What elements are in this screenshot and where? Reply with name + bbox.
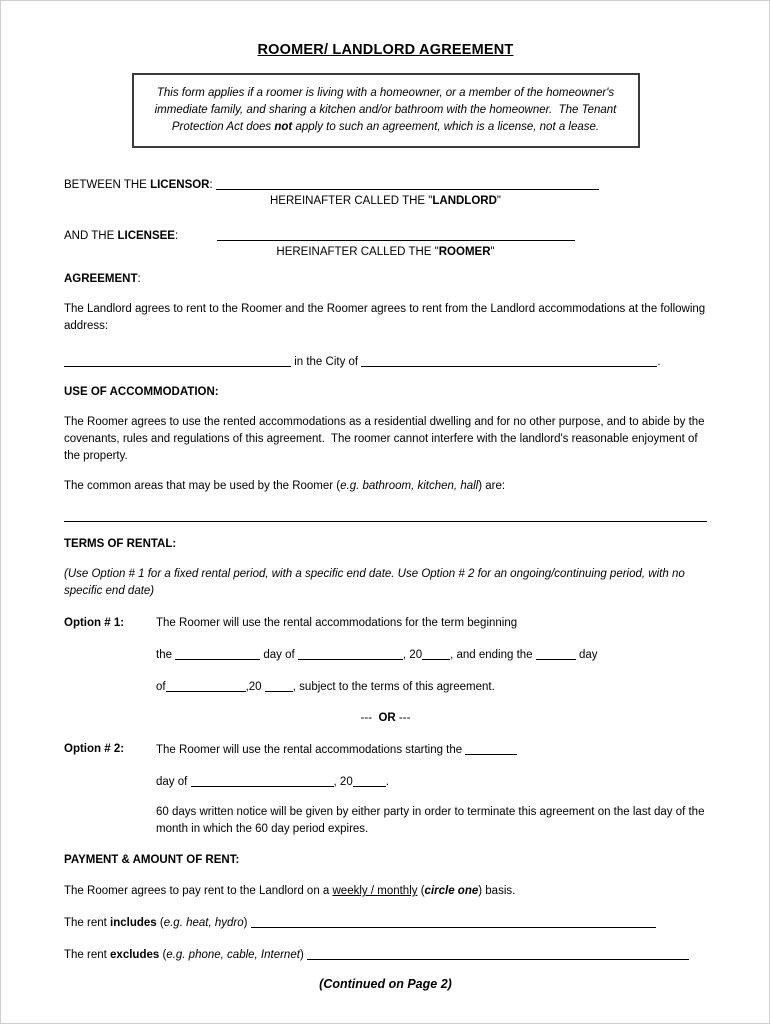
excludes-post: )	[299, 949, 307, 961]
start-day-line[interactable]	[465, 741, 517, 755]
agreement-heading	[64, 271, 707, 288]
term-end-year-line[interactable]	[265, 678, 293, 692]
city-line[interactable]	[361, 353, 657, 367]
landlord-caption-text: HEREINAFTER CALLED THE "	[270, 195, 433, 207]
licensee-row	[64, 227, 707, 245]
page-title: ROOMER/ LANDLORD AGREEMENT	[257, 42, 514, 58]
common-areas-examples: e.g. bathroom, kitchen, hall	[340, 480, 479, 492]
option2-text-wrap	[156, 741, 517, 759]
option2-date-row	[64, 773, 707, 791]
rent-excludes-row	[64, 946, 707, 964]
landlord-caption-close: "	[496, 195, 501, 207]
term-begin-month-line[interactable]	[298, 646, 403, 660]
weekly-monthly-choice[interactable]: weekly / monthly	[332, 885, 418, 897]
includes-post: )	[243, 917, 251, 929]
o2-dayof: day of	[156, 776, 191, 788]
agreement-paragraph: The Landlord agrees to rent to the Roomer and the Roomer agrees to rent from the Landlord accommodations at the following address:	[64, 303, 709, 332]
landlord-caption	[64, 193, 707, 210]
notice-text-post: apply to such an agreement, which is a license, not a lease.	[292, 121, 600, 133]
roomer-caption-close: "	[490, 246, 495, 258]
excludes-mid: (	[159, 949, 167, 961]
licensee-label: LICENSEE	[117, 230, 175, 242]
city-of-text: in the City of	[291, 356, 362, 368]
roomer-caption-text: HEREINAFTER CALLED THE "	[276, 246, 439, 258]
includes-pre: The rent	[64, 917, 111, 929]
term-end-day-line[interactable]	[536, 646, 576, 660]
option2-text: The Roomer will use the rental accommodations starting the	[156, 744, 466, 756]
o1-of: of	[156, 681, 166, 693]
o1-the: the	[156, 649, 176, 661]
use-paragraph: The Roomer agrees to use the rented accommodations as a residential dwelling and for no other purpose, and to abide by the covenants, rules and regulations of this agreement. The roomer cannot interfere with the landlord's reasonable enjoyment of the property.	[64, 416, 708, 462]
licensee-name-line[interactable]	[217, 227, 575, 241]
common-areas-post: ) are:	[478, 480, 506, 492]
common-areas-line[interactable]	[64, 521, 707, 522]
pay-pre: The Roomer agrees to pay rent to the Landlord on a	[64, 885, 333, 897]
o2-20: , 20	[333, 776, 353, 788]
excludes-examples: e.g. phone, cable, Internet	[166, 949, 300, 961]
agreement-heading-colon: :	[137, 273, 141, 285]
use-heading: USE OF ACCOMMODATION:	[64, 386, 219, 398]
o2-period: .	[385, 776, 389, 788]
licensor-name-line[interactable]	[216, 176, 599, 190]
notice-box	[132, 73, 640, 148]
licensor-row	[64, 176, 707, 194]
licensor-colon: :	[209, 179, 216, 191]
notice-text-pre: This form applies if a roomer is living with a homeowner, or a member of the homeowner's immediate family, and sharing a kitchen and/or bathroom with the homeowner. The Tenant Protection Act does	[154, 87, 620, 133]
includes-word: includes	[110, 917, 157, 929]
o1-ending: , and ending the	[450, 649, 536, 661]
terms-heading: TERMS OF RENTAL:	[64, 538, 177, 550]
between-label: BETWEEN THE	[64, 179, 151, 191]
continued-footer: (Continued on Page 2)	[319, 977, 452, 991]
option1-row	[64, 615, 707, 632]
o1-day: day	[575, 649, 598, 661]
option2-label: Option # 2:	[64, 743, 125, 755]
payment-heading: PAYMENT & AMOUNT OF RENT:	[64, 854, 240, 866]
or-divider	[64, 710, 707, 727]
o1-subject: , subject to the terms of this agreement.	[292, 681, 495, 693]
common-areas-row	[64, 478, 707, 495]
rent-includes-row	[64, 914, 707, 932]
pay-basis-row	[64, 883, 707, 900]
or-word: OR	[378, 712, 396, 724]
common-areas-pre: The common areas that may be used by the Roomer (	[64, 480, 341, 492]
and-the-label: AND THE	[64, 230, 118, 242]
pay-mid: (	[417, 885, 425, 897]
o1-20b: ,20	[245, 681, 265, 693]
licensee-colon: :	[174, 230, 182, 242]
o1-20: , 20	[402, 649, 423, 661]
rent-excludes-line[interactable]	[307, 946, 689, 960]
licensor-label: LICENSOR	[150, 179, 210, 191]
excludes-word: excludes	[110, 949, 160, 961]
option1-begin-row	[64, 646, 707, 664]
option1-end-row	[64, 678, 707, 696]
option2-row	[64, 741, 707, 759]
start-month-line[interactable]	[191, 773, 334, 787]
option1-text: The Roomer will use the rental accommodations for the term beginning	[156, 617, 518, 629]
excludes-pre: The rent	[64, 949, 111, 961]
address-city-row	[64, 353, 707, 371]
option1-label: Option # 1:	[64, 617, 125, 629]
notice-60-days: 60 days written notice will be given by either party in order to terminate this agreement on the last day of the month in which the 60 day period expires.	[156, 806, 708, 835]
or-dashes-right: ---	[395, 712, 411, 724]
landlord-word: LANDLORD	[432, 195, 497, 207]
start-year-line[interactable]	[353, 773, 386, 787]
terms-note: (Use Option # 1 for a fixed rental period, with a specific end date. Use Option # 2 for an ongoing/continuing period, with no specific end date)	[64, 568, 688, 597]
rent-includes-line[interactable]	[251, 914, 656, 928]
agreement-heading-text: AGREEMENT	[64, 273, 138, 285]
roomer-word: ROOMER	[438, 246, 491, 258]
includes-examples: e.g. heat, hydro	[163, 917, 244, 929]
pay-post: ) basis.	[478, 885, 516, 897]
term-begin-year-line[interactable]	[422, 646, 450, 660]
circle-one-note: circle one	[424, 885, 479, 897]
roomer-caption	[64, 244, 707, 261]
notice-bold-not: not	[274, 121, 293, 133]
address-line[interactable]	[64, 353, 291, 367]
term-begin-day-line[interactable]	[175, 646, 260, 660]
includes-mid: (	[156, 917, 164, 929]
o1-dayof: day of	[260, 649, 298, 661]
city-period: .	[657, 356, 661, 368]
or-dashes-left: ---	[360, 712, 379, 724]
term-end-month-line[interactable]	[166, 678, 246, 692]
